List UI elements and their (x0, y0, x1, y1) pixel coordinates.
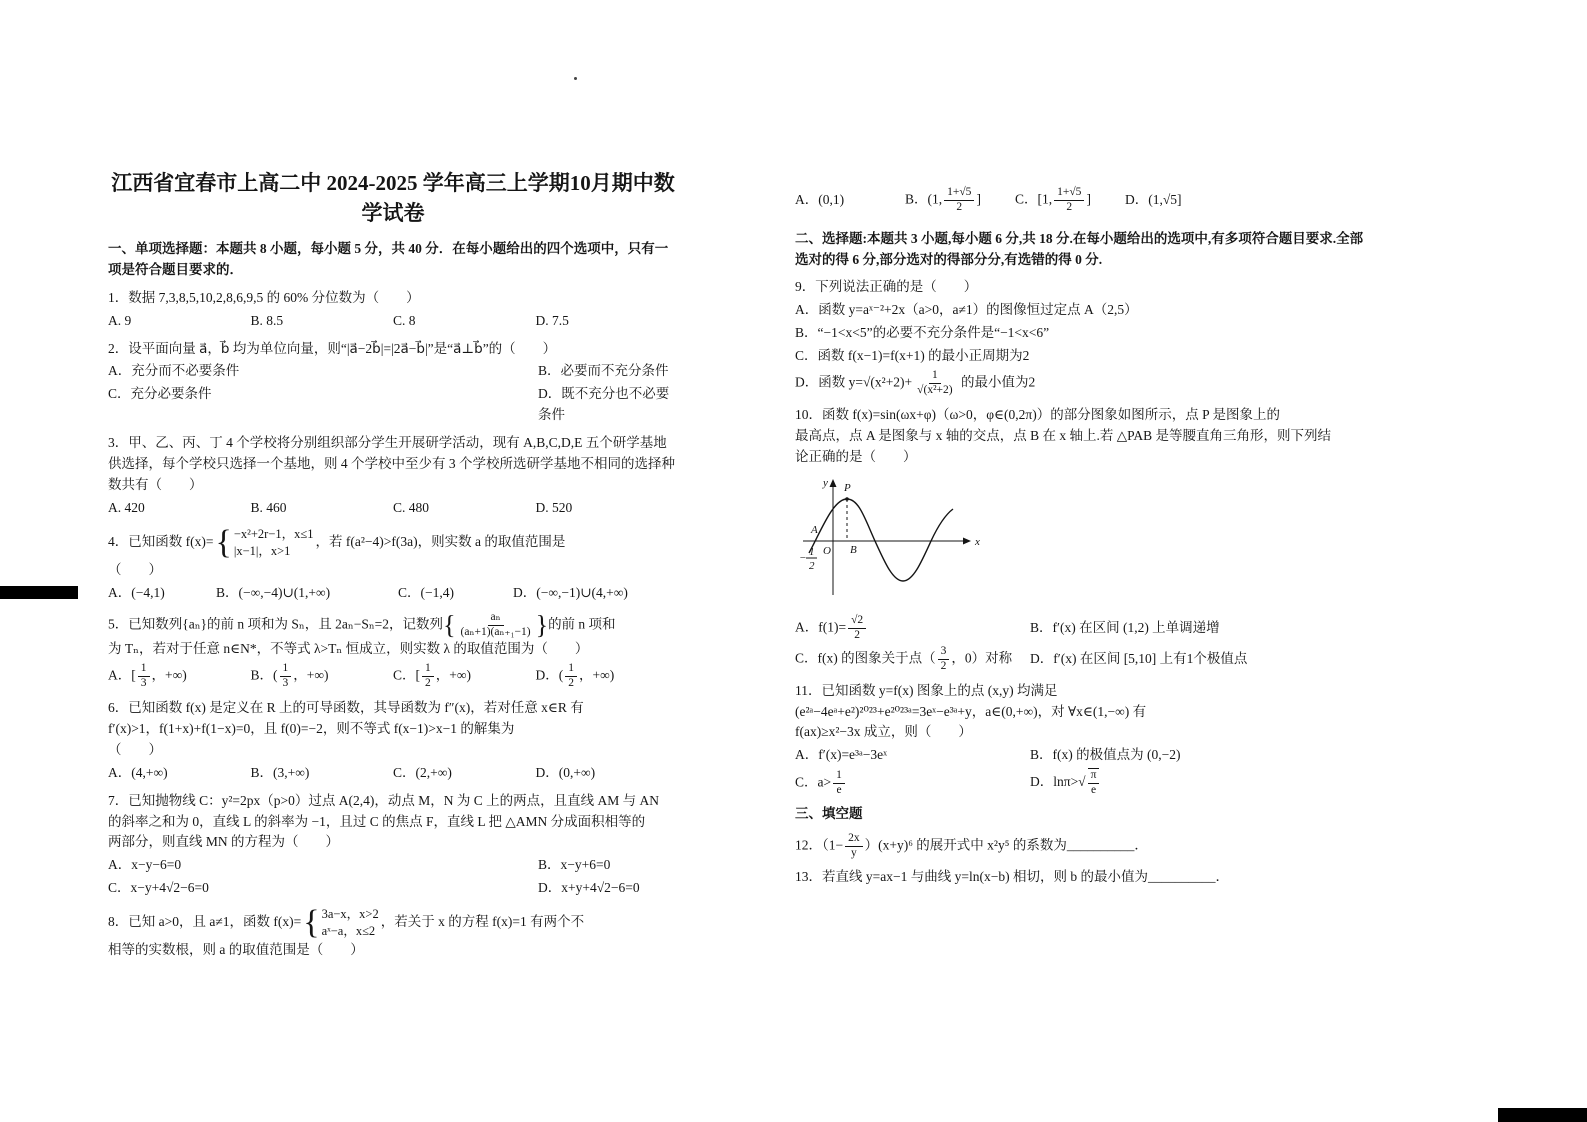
q4-options (108, 583, 678, 604)
question-12 (795, 832, 1367, 861)
q12-text-post: ）(x+y)⁶ 的展开式中 x²y⁵ 的系数为__________． (864, 837, 1148, 853)
question-11 (795, 681, 1367, 798)
option-text: 的最小值为2 (957, 374, 1036, 390)
q2-options-row-2 (108, 384, 678, 426)
option-a: A. 420 (108, 500, 145, 516)
point-p-dot (845, 498, 849, 502)
option-text: C．a> (795, 774, 832, 790)
option-a (795, 614, 1030, 643)
option-b: B．x−y+6=0 (538, 857, 611, 873)
point-p-label: P (844, 482, 851, 495)
q12-text (795, 832, 1367, 861)
option-text: ，+∞) (579, 667, 615, 683)
q11-text-line1: 11．已知函数 y=f(x) 图象上的点 (x,y) 均满足 (795, 682, 1058, 698)
right-column (795, 184, 1367, 888)
fraction: $\frac{1+√5}{2}$ (944, 186, 974, 215)
option-d: D．x+y+4√2−6=0 (538, 880, 640, 896)
option-text: D．( (535, 667, 564, 683)
option-c (1015, 186, 1125, 215)
option-a: A．x−y−6=0 (108, 857, 182, 873)
question-2 (108, 339, 678, 427)
y-intercept-denominator: 2 (809, 560, 815, 573)
q7-text-line1: 7．已知抛物线 C：y²=2px（p>0）过点 A(2,4)，动点 M，N 为 C 上的两点，且直线 AM 与 AN (108, 792, 660, 808)
option-text: A．f(1)= (795, 619, 847, 635)
point-b-label: B (850, 544, 857, 557)
q7-options-row-1 (108, 855, 678, 876)
option-text: ] (1086, 191, 1091, 207)
option-b: B. 8.5 (250, 312, 284, 328)
q8-text (108, 906, 678, 940)
q4-text-post: ，若 f(a²−4)>f(3a)，则实数 a 的取值范围是 (315, 534, 566, 550)
numerator: aₙ (488, 611, 504, 626)
option-c (795, 769, 1030, 798)
option-c: C．充分必要条件 (108, 386, 212, 402)
scan-bar-left (0, 586, 78, 599)
option-b: B．f(x) 的极值点为 (0,−2) (1030, 747, 1181, 763)
question-6 (108, 698, 678, 784)
option-a: A．(4,+∞) (108, 764, 168, 780)
option-d: D．f′(x) 在区间 [5,10] 上有1个极值点 (1030, 650, 1248, 666)
option-b: B．“−1<x<5”的必要不充分条件是“−1<x<6” (795, 325, 1050, 341)
option-b (251, 662, 394, 691)
q4-text (108, 523, 678, 561)
option-a: A．充分而不必要条件 (108, 363, 240, 379)
q8-options (795, 186, 1235, 215)
q8-text-pre: 8．已知 a>0，且 a≠1，函数 f(x)= (108, 914, 302, 930)
q10-text-line1: 10．函数 f(x)=sin(ωx+φ)（ω>0，φ∈(0,2π)）的部分图象如图所示，点 P 是图象上的 (795, 406, 1280, 422)
question-9 (795, 277, 1367, 397)
question-3 (108, 433, 678, 519)
option-text: C．f(x) 的图象关于点（ (795, 650, 936, 666)
q2-text: 2．设平面向量 a⃗，b⃗ 均为单位向量，则“|a⃗−2b⃗|=|2a⃗−b⃗|”是“a⃗⊥b⃗”的（ ） (108, 340, 557, 356)
q7-text-line3: 两部分，则直线 MN 的方程为（ ） (108, 834, 340, 850)
option-b: B. 460 (250, 500, 287, 516)
question-4 (108, 523, 678, 604)
section-2-header: 二、选择题:本题共 3 小题,每小题 6 分,共 18 分.在每小题给出的选项中,有多项符合题目要求.全部选对的得 6 分,部分选对的得部分分,有选错的得 0 分. (795, 230, 1364, 267)
q3-options (108, 498, 678, 519)
q9-text: 9．下列说法正确的是（ ） (795, 279, 978, 295)
left-column (108, 168, 678, 961)
section-3-header: 三、填空题 (795, 805, 863, 821)
option-b: B．f′(x) 在区间 (1,2) 上单调递增 (1030, 620, 1220, 636)
q5-text-pre: 5．已知数列{aₙ}的前 n 项和为 Sₙ，且 2aₙ−Sₙ=2，记数列 (108, 616, 444, 632)
left-brace: { (443, 610, 456, 640)
section-1-header: 一、单项选择题：本题共 8 小题，每小题 5 分，共 40 分．在每小题给出的四个选项中，只有一项是符合题目要求的． (108, 240, 669, 277)
option-text: ，0）对称 (951, 650, 1013, 666)
option-text: D．函数 y=√(x²+2)+ (795, 374, 913, 390)
option-text: ，+∞) (435, 667, 471, 683)
sine-graph-figure (795, 473, 1367, 612)
question-10 (795, 405, 1367, 674)
q11-text-line3: f(ax)≥x²−3x 成立，则（ ） (795, 724, 972, 740)
page-title: 江西省宜春市上高二中 2024-2025 学年高三上学期10月期中数学试卷 (111, 171, 675, 226)
option-d: D．(−∞,−1)∪(4,+∞) (513, 584, 628, 600)
scan-dot-artifact (574, 77, 577, 80)
option-d (536, 662, 679, 691)
fraction: $\frac{2x}{y}$ (845, 832, 863, 861)
fraction: $\frac{1}{2}$ (565, 662, 577, 691)
q3-text: 3．甲、乙、丙、丁 4 个学校将分别组织部分学生开展研学活动，现有 A,B,C,D,E 五个研学基地供选择，每个学校只选择一个基地，则 4 个学校中至少有 3 个学校所选研学基地不相同的选择种数共有（ ） (108, 435, 675, 493)
q6-text-line3: （ ） (108, 741, 162, 757)
y-axis-arrow (830, 479, 837, 487)
x-axis-arrow (963, 538, 971, 545)
option-c: C．(−1,4) (398, 584, 454, 600)
fraction: $\frac{1+√5}{2}$ (1054, 186, 1084, 215)
fraction: $\frac{1}{3}$ (280, 662, 292, 691)
case-1: 3a−x，x>2 (321, 907, 379, 922)
point-a-label: A (811, 524, 818, 537)
case-1: −x²+2r−1，x≤1 (233, 527, 314, 542)
option-b: B．必要而不充分条件 (538, 363, 669, 379)
q7-text-line2: 的斜率之和为 0，直线 L 的斜率为 −1，且过 C 的焦点 F，直线 L 把 △AMN 分成面积相等的 (108, 813, 646, 829)
q4-text-pre: 4．已知函数 f(x)= (108, 534, 214, 550)
q6-text-line1: 6．已知函数 f(x) 是定义在 R 上的可导函数，其导函数为 f″(x)，若对任意 x∈R 有 (108, 699, 584, 715)
q6-text-line2: f′(x)>1，f(1+x)+f(1−x)=0，且 f(0)=−2，则不等式 f(x−1)>x−1 的解集为 (108, 720, 515, 736)
piecewise-function (303, 906, 378, 940)
option-d: D．既不充分也不必要条件 (538, 386, 670, 423)
option-text: ，+∞) (151, 667, 187, 683)
option-text: ，+∞) (293, 667, 329, 683)
option-a: A．(−4,1) (108, 584, 165, 600)
q10-options-row-2 (795, 645, 1367, 674)
q8-text-line2: 相等的实数根，则 a 的取值范围是（ ） (108, 942, 364, 958)
question-8 (108, 906, 678, 961)
fraction (458, 611, 534, 640)
option-d: D. 7.5 (535, 312, 569, 328)
option-d (795, 369, 1367, 398)
option-a: A．(0,1) (795, 191, 845, 207)
y-axis-label: y (823, 477, 828, 490)
option-d: D．(0,+∞) (535, 764, 596, 780)
option-d: D. 520 (535, 500, 573, 516)
fraction: $\frac{1}{e}$ (833, 769, 845, 798)
sine-curve (809, 499, 953, 581)
q1-text: 1．数据 7,3,8,5,10,2,8,6,9,5 的 60% 分位数为（ ） (108, 289, 420, 305)
question-7 (108, 791, 678, 900)
fraction: $\frac{3}{2}$ (938, 645, 950, 674)
q11-text-line2: (e²ᵃ−4eᵃ+e²)²⁰²³+e²⁰²³ᵃ=3eˣ−e³ᵃ+y，a∈(0,+∞)，对 ∀x∈(1,−∞) 有 (795, 703, 1147, 719)
root-fraction: $\frac{\pi}{e}$ (1088, 768, 1100, 798)
y-intercept-numerator: 1 (809, 546, 815, 559)
fraction: $\frac{√2}{2}$ (848, 614, 866, 643)
option-c (393, 662, 536, 691)
q2-options-row-1 (108, 361, 678, 382)
fraction: $\frac{1}{3}$ (138, 662, 150, 691)
sine-graph (795, 473, 995, 605)
option-b: B．(3,+∞) (250, 764, 310, 780)
option-c: C．x−y+4√2−6=0 (108, 880, 209, 896)
y-intercept-minus: − (799, 552, 807, 565)
q5-text (108, 611, 678, 640)
case-2: |x−1|，x>1 (233, 543, 291, 558)
q5-text-line2: 为 Tₙ，若对于任意 n∈N*，不等式 λ>Tₙ 恒成立，则实数 λ 的取值范围为（ ） (108, 641, 589, 657)
q4-text-line2: （ ） (108, 561, 162, 577)
option-c: C．(2,+∞) (393, 764, 452, 780)
option-text: ] (976, 191, 981, 207)
q6-options (108, 763, 678, 784)
fraction: $\frac{1}{\text{√(x²+2)}}$ (917, 369, 953, 396)
case-2: aˣ−a，x≤2 (321, 924, 376, 939)
option-text: B．(1, (905, 191, 943, 207)
x-axis-label: x (975, 536, 980, 549)
question-5 (108, 611, 678, 691)
option-d (1030, 768, 1367, 798)
option-b (905, 186, 1015, 215)
left-brace: { (215, 523, 232, 561)
option-b: B．(−∞,−4)∪(1,+∞) (216, 584, 331, 600)
q12-text-pre: 12．（1− (795, 837, 844, 853)
fraction: $\frac{1}{2}$ (422, 662, 434, 691)
option-text: C．[ (393, 667, 420, 683)
option-c: C. 8 (393, 312, 416, 328)
q13-text: 13．若直线 y=ax−1 与曲线 y=ln(x−b) 相切，则 b 的最小值为__________． (795, 869, 1229, 885)
q10-text-line3: 论正确的是（ ） (795, 448, 917, 464)
option-text: B．( (250, 667, 278, 683)
origin-label: O (823, 545, 831, 558)
option-text: A．[ (108, 667, 136, 683)
option-text: C．[1, (1015, 191, 1053, 207)
option-a (108, 662, 251, 691)
question-1 (108, 288, 678, 332)
q7-options-row-2 (108, 878, 678, 899)
scan-bar-bottom-right (1498, 1108, 1587, 1122)
q10-options-row-1 (795, 614, 1367, 643)
q1-options (108, 311, 678, 332)
option-a: A．函数 y=aˣ⁻²+2x（a>0，a≠1）的图像恒过定点 A（2,5） (795, 302, 1138, 318)
question-13 (795, 867, 1367, 888)
option-a: A. 9 (108, 312, 132, 328)
q10-text-line2: 最高点，点 A 是图象与 x 轴的交点，点 B 在 x 轴上.若 △PAB 是等腰直角三角形，则下列结 (795, 427, 1332, 443)
option-c: C. 480 (393, 500, 430, 516)
option-d: D．(1,√5] (1125, 191, 1182, 207)
piecewise-function (215, 523, 314, 561)
option-c: C．函数 f(x−1)=f(x+1) 的最小正周期为2 (795, 348, 1030, 364)
option-text: D．lnπ>√ (1030, 774, 1086, 790)
denominator: (aₙ+1)(aₙ₊₁−1) (460, 625, 531, 638)
option-c (795, 645, 1030, 674)
q8-text-post: ，若关于 x 的方程 f(x)=1 有两个不 (380, 914, 585, 930)
q11-options-row-1 (795, 745, 1367, 766)
option-a: A．f′(x)=e³ᵃ−3eˣ (795, 747, 888, 763)
q11-options-row-2 (795, 768, 1367, 798)
left-brace: { (303, 904, 320, 942)
right-brace: } (535, 610, 549, 640)
q5-options (108, 662, 678, 691)
q5-text-post: 的前 n 项和 (548, 616, 616, 632)
